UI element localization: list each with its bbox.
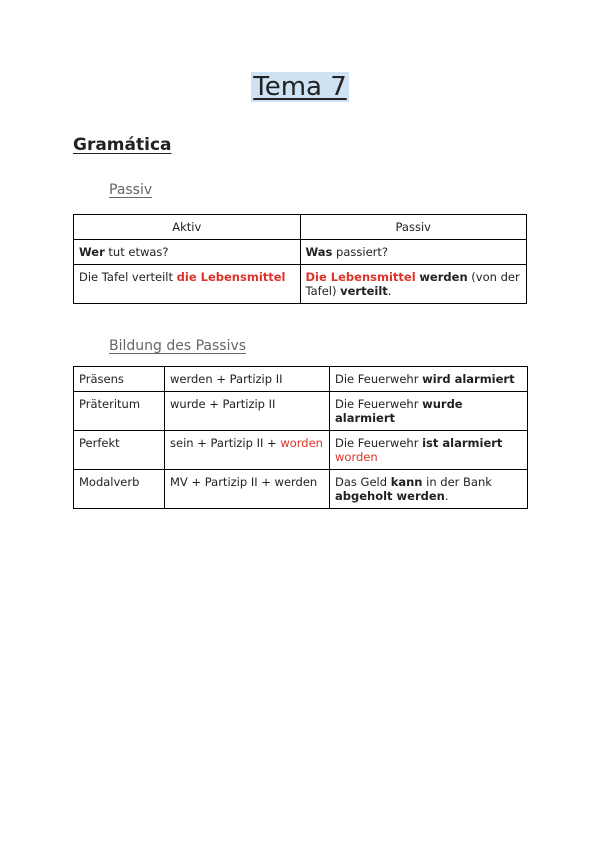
example-end: . [444, 489, 449, 503]
bildung-table [73, 366, 528, 509]
example-text: Die Feuerwehr [335, 372, 423, 386]
formula-red: worden [280, 436, 323, 450]
passiv-example-cell [300, 265, 527, 304]
example-cell [330, 392, 528, 431]
page-title [0, 70, 600, 104]
formula-cell: wurde + Partizip II [165, 392, 330, 431]
example-bold-2: abgeholt werden [335, 489, 445, 503]
table-row [74, 240, 527, 265]
tense-cell: Perfekt [74, 431, 165, 470]
aktiv-example-cell [74, 265, 301, 304]
example-cell [330, 431, 528, 470]
example-bold: kann [390, 475, 423, 489]
example-cell [330, 470, 528, 509]
passiv-table [73, 214, 527, 304]
formula-cell: werden + Partizip II [165, 367, 330, 392]
header-passiv: Passiv [300, 215, 527, 240]
tense-cell: Modalverb [74, 470, 165, 509]
table-row [74, 367, 528, 392]
formula-text: sein + Partizip II + [170, 436, 281, 450]
passiv-question-bold: Was [305, 245, 333, 259]
formula-cell [165, 431, 330, 470]
tense-cell: Präteritum [74, 392, 165, 431]
example-bold: ist alarmiert [422, 436, 503, 450]
example-red: worden [335, 450, 378, 464]
example-text: Die Feuerwehr [335, 397, 423, 411]
passiv-example-bold2: verteilt [340, 284, 388, 298]
passiv-example-mid: (von der Tafel) [305, 270, 520, 298]
passiv-example-red: Die Lebensmittel [305, 270, 416, 284]
aktiv-example-red: die Lebensmittel [176, 270, 286, 284]
example-text-2: in der Bank [422, 475, 492, 489]
example-bold: wird alarmiert [422, 372, 515, 386]
header-aktiv: Aktiv [74, 215, 301, 240]
example-cell [330, 367, 528, 392]
passiv-example-bold1: werden [419, 270, 468, 284]
tense-cell: Präsens [74, 367, 165, 392]
formula-cell: MV + Partizip II + werden [165, 470, 330, 509]
passiv-question-rest: passiert? [332, 245, 388, 259]
aktiv-question-rest: tut etwas? [104, 245, 169, 259]
example-text: Die Feuerwehr [335, 436, 423, 450]
example-bold: wurde alarmiert [335, 397, 463, 425]
example-text: Das Geld [335, 475, 391, 489]
table-row [74, 265, 527, 304]
table-row [74, 470, 528, 509]
table-header-row [74, 215, 527, 240]
table-row [74, 431, 528, 470]
aktiv-example-text: Die Tafel verteilt [79, 270, 177, 284]
section-title: Gramática [73, 135, 172, 155]
page-title-text: Tema 7 [253, 72, 347, 102]
passiv-example-end: . [387, 284, 392, 298]
passiv-question-cell [300, 240, 527, 265]
bildung-subtitle: Bildung des Passivs [109, 338, 247, 354]
passiv-subtitle: Passiv [109, 182, 153, 198]
table-row [74, 392, 528, 431]
aktiv-question-bold: Wer [79, 245, 105, 259]
aktiv-question-cell [74, 240, 301, 265]
